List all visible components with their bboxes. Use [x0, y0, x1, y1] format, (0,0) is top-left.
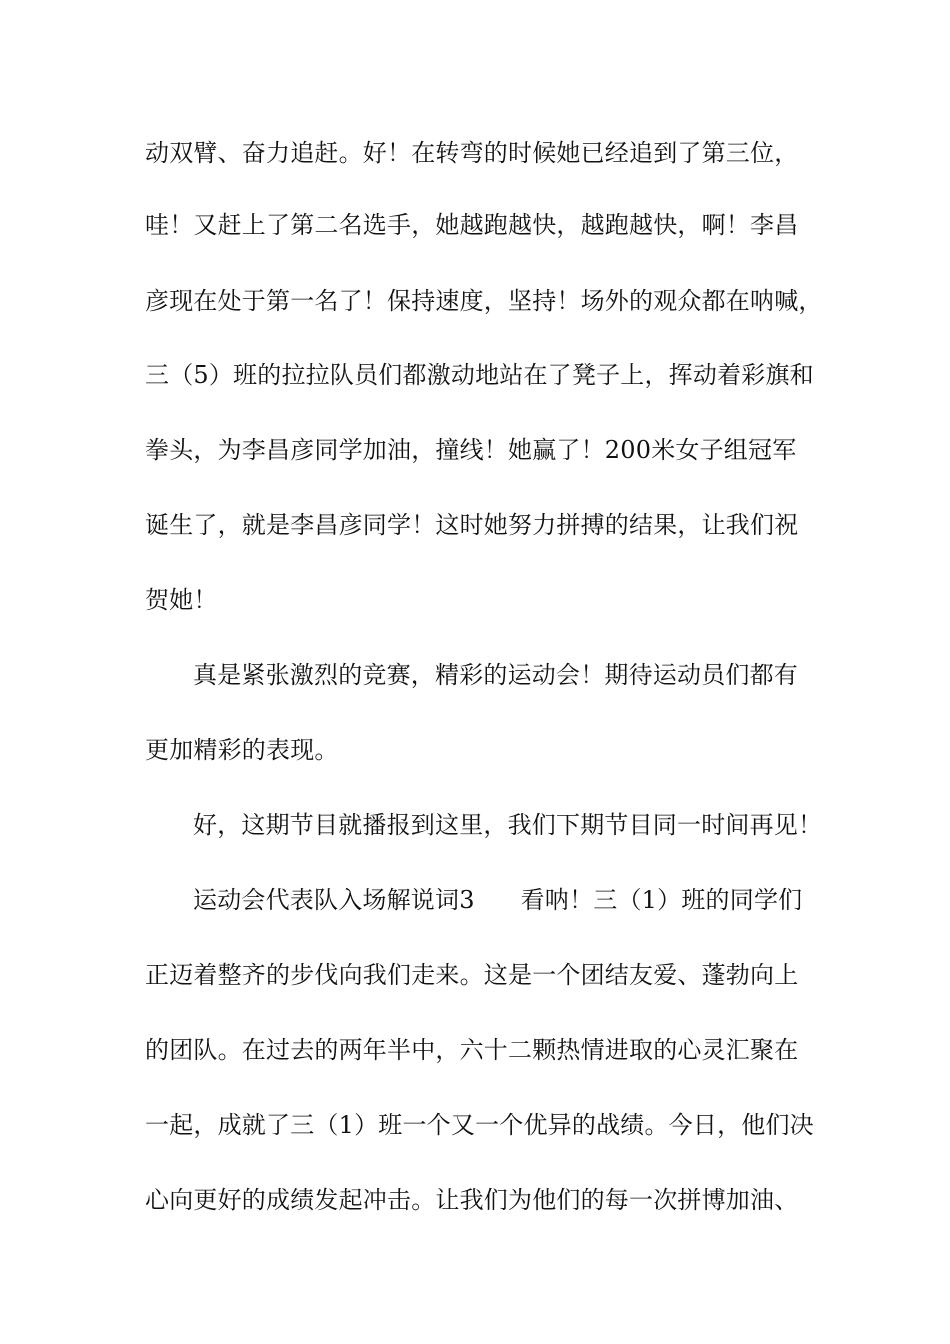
text-line-10: 一起，成就了三（1）班一个又一个优异的战绩。今日，他们决	[145, 1111, 814, 1139]
text-line-7: 贺她！	[145, 586, 218, 614]
text-line-11: 心向更好的成绩发起冲击。让我们为他们的每一次拼博加油、	[145, 1186, 799, 1214]
section-lead-text: 看呐！三（1）班的同学们	[520, 886, 803, 914]
text-line-1: 动双臂、奋力追赶。好！在转弯的时候她已经追到了第三位，	[145, 139, 799, 167]
paragraph-line-2: 更加精彩的表现。	[145, 736, 339, 764]
text-line-6: 诞生了，就是李昌彦同学！这时她努力拼搏的结果，让我们祝	[145, 511, 799, 539]
text-line-9: 的团队。在过去的两年半中，六十二颗热情进取的心灵汇聚在	[145, 1036, 799, 1064]
text-line-4: 三（5）班的拉拉队员们都激动地站在了凳子上，挥动着彩旗和	[145, 361, 814, 389]
section-heading: 运动会代表队入场解说词3	[193, 886, 475, 914]
text-line-5: 拳头，为李昌彦同学加油，撞线！她赢了！200米女子组冠军	[145, 436, 797, 464]
paragraph-line-1: 真是紧张激烈的竞赛，精彩的运动会！期待运动员们都有	[193, 661, 798, 689]
paragraph-line-3: 好，这期节目就播报到这里，我们下期节目同一时间再见！	[193, 811, 823, 839]
heading-line	[193, 885, 802, 915]
text-line-3: 彦现在处于第一名了！保持速度，坚持！场外的观众都在呐喊，	[145, 287, 823, 315]
text-line-8: 正迈着整齐的步伐向我们走来。这是一个团结友爱、蓬勃向上	[145, 961, 799, 989]
text-line-2: 哇！又赶上了第二名选手，她越跑越快，越跑越快，啊！李昌	[145, 211, 799, 239]
